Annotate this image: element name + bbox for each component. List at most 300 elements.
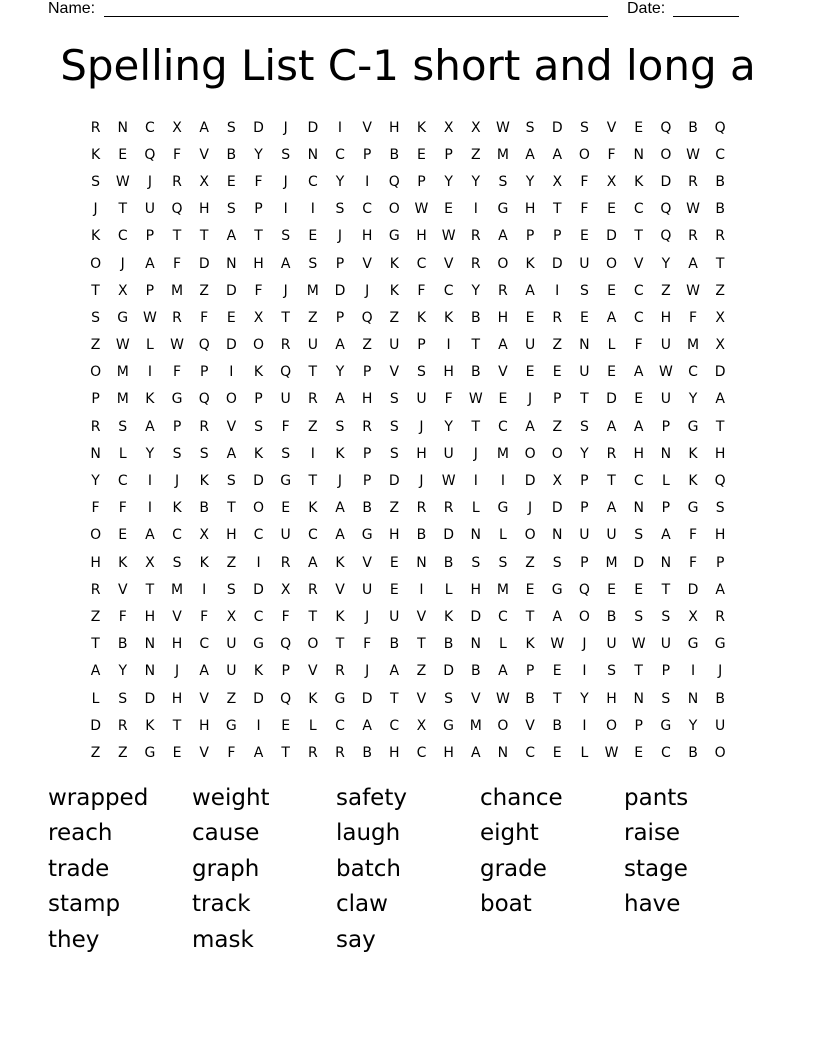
grid-letter: V	[498, 364, 508, 381]
grid-letter: S	[634, 608, 644, 625]
grid-letter: P	[580, 554, 589, 571]
word-bank-item: have	[624, 891, 681, 918]
grid-letter: R	[715, 228, 726, 245]
grid-letter: W	[468, 391, 483, 408]
grid-letter: A	[145, 527, 155, 544]
grid-letter: V	[226, 418, 237, 435]
grid-letter: C	[389, 717, 400, 734]
grid-letter: A	[606, 309, 617, 326]
grid-letter: A	[715, 581, 725, 598]
date-label: Date:	[627, 0, 666, 17]
word-bank-item: raise	[624, 820, 681, 847]
grid-letter: V	[362, 255, 372, 272]
grid-letter: X	[416, 717, 427, 734]
grid-letter: M	[686, 337, 700, 354]
word-bank-item: grade	[480, 855, 547, 882]
grid-letter: D	[144, 690, 156, 707]
grid-letter: K	[199, 554, 209, 571]
grid-letter: C	[633, 473, 644, 490]
grid-letter: L	[499, 636, 507, 653]
grid-letter: H	[389, 527, 400, 544]
grid-letter: N	[117, 119, 128, 136]
grid-letter: J	[528, 391, 533, 408]
word-bank-item: stamp	[48, 891, 121, 918]
grid-letter: F	[173, 364, 182, 381]
grid-letter: R	[688, 173, 698, 190]
grid-letter: G	[714, 636, 726, 653]
grid-letter: I	[500, 473, 505, 490]
grid-letter: A	[552, 146, 563, 163]
grid-letter: Z	[90, 337, 101, 354]
grid-letter: D	[225, 282, 237, 299]
grid-letter: B	[443, 636, 454, 653]
grid-letter: U	[226, 636, 237, 653]
grid-letter: L	[580, 744, 589, 761]
grid-letter: V	[416, 608, 427, 625]
grid-letter: X	[172, 119, 182, 136]
grid-letter: X	[443, 119, 454, 136]
grid-letter: Z	[389, 309, 400, 326]
grid-letter: R	[552, 309, 563, 326]
grid-letter: M	[171, 282, 184, 299]
grid-letter: Y	[661, 255, 671, 272]
grid-letter: E	[118, 527, 128, 544]
grid-letter: O	[225, 391, 237, 408]
grid-letter: S	[226, 473, 236, 490]
grid-letter: A	[226, 445, 237, 462]
grid-letter: Z	[661, 282, 671, 299]
grid-letter: K	[389, 282, 399, 299]
grid-letter: G	[497, 201, 509, 218]
grid-letter: U	[280, 527, 291, 544]
grid-letter: B	[715, 173, 725, 190]
grid-letter: W	[686, 282, 700, 299]
grid-letter: N	[470, 636, 481, 653]
grid-letter: W	[142, 309, 157, 326]
grid-letter: D	[443, 527, 454, 544]
grid-letter: P	[715, 554, 725, 571]
grid-letter: S	[661, 690, 671, 707]
grid-letter: N	[660, 445, 672, 462]
grid-letter: F	[118, 500, 127, 517]
grid-letter: F	[688, 309, 698, 326]
grid-letter: E	[389, 554, 399, 571]
grid-letter: E	[525, 309, 535, 326]
grid-letter: C	[525, 744, 535, 761]
grid-letter: C	[715, 146, 726, 163]
grid-letter: N	[144, 663, 156, 680]
grid-letter: V	[389, 364, 400, 381]
grid-letter: F	[688, 554, 698, 571]
grid-letter: P	[91, 391, 100, 408]
grid-letter: M	[605, 554, 618, 571]
grid-letter: F	[417, 282, 426, 299]
grid-letter: K	[145, 391, 155, 408]
name-label: Name:	[48, 0, 96, 17]
grid-letter: B	[470, 309, 481, 326]
grid-letter: B	[606, 608, 617, 625]
grid-letter: D	[90, 717, 101, 734]
grid-letter: J	[473, 445, 478, 462]
grid-letter: W	[604, 744, 619, 761]
grid-letter: I	[256, 717, 261, 734]
grid-letter: B	[552, 717, 563, 734]
grid-letter: N	[497, 744, 509, 761]
grid-letter: T	[390, 690, 399, 707]
grid-letter: U	[606, 636, 617, 653]
grid-letter: T	[525, 608, 535, 625]
grid-letter: L	[91, 690, 100, 707]
word-bank-item: they	[48, 926, 100, 953]
grid-letter: U	[606, 527, 617, 544]
grid-letter: H	[497, 309, 509, 326]
grid-letter: R	[715, 608, 726, 625]
grid-letter: P	[661, 500, 671, 517]
grid-letter: Y	[335, 364, 345, 381]
grid-letter: K	[525, 636, 535, 653]
letter-grid	[82, 114, 734, 767]
grid-letter: I	[229, 364, 234, 381]
grid-letter: I	[419, 581, 424, 598]
grid-letter: I	[555, 282, 560, 299]
grid-letter: J	[419, 473, 424, 490]
grid-letter: R	[90, 581, 101, 598]
grid-letter: E	[552, 364, 562, 381]
grid-letter: R	[117, 717, 128, 734]
grid-letter: S	[226, 201, 236, 218]
grid-letter: F	[254, 282, 263, 299]
grid-letter: O	[307, 636, 319, 653]
grid-letter: H	[90, 554, 101, 571]
grid-letter: X	[552, 473, 563, 490]
grid-letter: X	[226, 608, 237, 625]
grid-letter: E	[444, 201, 454, 218]
grid-letter: F	[363, 636, 372, 653]
grid-letter: D	[253, 119, 264, 136]
grid-letter: F	[580, 173, 589, 190]
grid-letter: I	[337, 119, 343, 136]
grid-letter: U	[226, 663, 237, 680]
grid-letter: K	[389, 255, 399, 272]
grid-letter: J	[93, 201, 98, 218]
grid-letter: D	[633, 554, 645, 571]
grid-letter: B	[226, 146, 237, 163]
grid-letter: W	[686, 201, 700, 218]
grid-letter: I	[582, 717, 587, 734]
grid-letter: A	[335, 391, 345, 408]
grid-letter: K	[90, 228, 101, 245]
grid-letter: L	[308, 717, 317, 734]
grid-letter: V	[199, 146, 209, 163]
grid-letter: N	[551, 527, 563, 544]
grid-letter: V	[525, 717, 535, 734]
word-bank-item: eight	[480, 820, 539, 847]
grid-letter: P	[362, 473, 372, 490]
grid-letter: X	[199, 173, 209, 190]
grid-letter: J	[718, 663, 723, 680]
grid-letter: I	[310, 201, 315, 218]
grid-letter: J	[582, 636, 587, 653]
grid-letter: F	[91, 500, 100, 517]
grid-letter: X	[470, 119, 481, 136]
grid-letter: X	[253, 309, 264, 326]
grid-letter: O	[497, 717, 509, 734]
grid-letter: W	[441, 228, 456, 245]
grid-letter: M	[469, 717, 482, 734]
grid-letter: P	[661, 418, 671, 435]
grid-letter: L	[471, 500, 480, 517]
grid-letter: R	[172, 173, 182, 190]
grid-letter: Z	[226, 690, 237, 707]
grid-letter: M	[496, 146, 509, 163]
grid-letter: A	[525, 418, 535, 435]
grid-letter: T	[281, 309, 290, 326]
grid-letter: C	[498, 418, 508, 435]
grid-letter: H	[361, 228, 373, 245]
grid-letter: M	[496, 445, 509, 462]
grid-letter: A	[498, 228, 508, 245]
grid-letter: D	[307, 119, 319, 136]
grid-letter: S	[335, 418, 345, 435]
grid-letter: Y	[580, 690, 589, 707]
grid-letter: C	[633, 282, 644, 299]
grid-letter: O	[90, 255, 102, 272]
grid-letter: H	[226, 527, 237, 544]
grid-letter: Z	[470, 146, 481, 163]
grid-letter: E	[172, 744, 182, 761]
grid-letter: J	[120, 255, 125, 272]
grid-letter: B	[715, 690, 725, 707]
grid-letter: D	[551, 500, 563, 517]
grid-letter: E	[607, 201, 616, 218]
grid-letter: Z	[552, 418, 563, 435]
grid-letter: Q	[280, 690, 292, 707]
grid-letter: Z	[525, 554, 535, 571]
grid-letter: R	[172, 309, 182, 326]
grid-letter: K	[416, 119, 427, 136]
grid-letter: X	[606, 173, 617, 190]
grid-letter: W	[115, 173, 130, 190]
word-bank-item: mask	[192, 926, 254, 953]
grid-letter: P	[335, 309, 345, 326]
grid-letter: M	[306, 282, 319, 299]
grid-letter: S	[498, 173, 508, 190]
grid-letter: I	[147, 473, 152, 490]
grid-letter: W	[631, 636, 646, 653]
grid-letter: K	[416, 309, 427, 326]
grid-letter: C	[633, 309, 644, 326]
grid-letter: V	[199, 690, 209, 707]
grid-letter: A	[199, 663, 209, 680]
grid-letter: V	[199, 744, 209, 761]
grid-letter: D	[551, 119, 563, 136]
grid-letter: H	[171, 690, 183, 707]
grid-letter: J	[365, 282, 370, 299]
grid-letter: U	[416, 391, 427, 408]
grid-letter: T	[552, 201, 562, 218]
grid-letter: I	[147, 364, 152, 381]
grid-letter: I	[256, 554, 261, 571]
grid-letter: S	[91, 173, 101, 190]
grid-letter: R	[335, 744, 345, 761]
grid-letter: E	[226, 309, 236, 326]
grid-letter: T	[199, 228, 209, 245]
date-blank-line[interactable]	[673, 16, 739, 17]
word-bank-item: cause	[192, 820, 260, 847]
grid-letter: V	[443, 255, 454, 272]
grid-letter: P	[417, 337, 426, 354]
grid-letter: Q	[660, 228, 672, 245]
grid-letter: E	[634, 119, 644, 136]
grid-letter: S	[389, 418, 399, 435]
grid-letter: A	[199, 119, 209, 136]
grid-letter: Z	[389, 500, 400, 517]
grid-letter: V	[172, 608, 182, 625]
grid-letter: C	[362, 201, 373, 218]
grid-letter: P	[145, 228, 155, 245]
word-bank-item: trade	[48, 855, 110, 882]
header-line	[48, 0, 748, 20]
grid-letter: C	[416, 255, 427, 272]
grid-letter: S	[579, 119, 589, 136]
grid-letter: Q	[388, 173, 400, 190]
grid-letter: I	[365, 173, 370, 190]
grid-letter: A	[688, 255, 698, 272]
grid-letter: Y	[444, 173, 453, 190]
grid-letter: H	[524, 201, 536, 218]
grid-letter: T	[335, 636, 345, 653]
grid-letter: N	[687, 690, 699, 707]
grid-letter: E	[226, 173, 236, 190]
grid-letter: H	[416, 445, 427, 462]
grid-letter: S	[471, 554, 481, 571]
grid-letter: B	[470, 663, 481, 680]
grid-letter: G	[443, 717, 455, 734]
grid-letter: R	[470, 255, 481, 272]
grid-letter: V	[362, 554, 372, 571]
grid-letter: Q	[660, 119, 672, 136]
grid-letter: G	[225, 717, 237, 734]
grid-letter: R	[307, 744, 318, 761]
grid-letter: A	[253, 744, 264, 761]
grid-letter: K	[118, 554, 128, 571]
grid-letter: W	[414, 201, 429, 218]
grid-letter: H	[714, 527, 726, 544]
grid-letter: D	[253, 581, 264, 598]
grid-letter: P	[362, 146, 372, 163]
grid-letter: W	[686, 146, 700, 163]
grid-letter: T	[308, 364, 318, 381]
grid-letter: C	[307, 527, 318, 544]
grid-letter: R	[443, 500, 454, 517]
grid-letter: C	[660, 744, 671, 761]
grid-letter: T	[308, 608, 318, 625]
grid-letter: T	[661, 581, 671, 598]
grid-letter: E	[118, 146, 128, 163]
grid-letter: O	[90, 527, 102, 544]
grid-letter: H	[714, 445, 726, 462]
grid-letter: A	[606, 500, 617, 517]
grid-letter: S	[226, 119, 236, 136]
grid-letter: Y	[444, 418, 453, 435]
grid-letter: K	[253, 364, 264, 381]
grid-letter: B	[389, 146, 400, 163]
grid-letter: K	[335, 445, 345, 462]
word-bank-item: safety	[336, 784, 407, 811]
grid-letter: X	[688, 608, 698, 625]
grid-letter: H	[361, 391, 373, 408]
grid-letter: D	[388, 473, 400, 490]
grid-letter: K	[444, 309, 454, 326]
grid-letter: B	[416, 527, 427, 544]
word-bank-item: weight	[192, 784, 270, 811]
grid-letter: S	[498, 554, 508, 571]
grid-letter: S	[389, 445, 399, 462]
grid-letter: V	[308, 663, 318, 680]
word-bank-item: boat	[480, 891, 532, 918]
grid-letter: A	[335, 337, 345, 354]
grid-letter: S	[444, 690, 454, 707]
grid-letter: R	[416, 500, 427, 517]
grid-letter: H	[443, 364, 454, 381]
grid-letter: T	[118, 201, 128, 218]
grid-letter: N	[307, 146, 319, 163]
grid-letter: C	[117, 473, 128, 490]
grid-letter: C	[498, 608, 508, 625]
word-bank-item: wrapped	[48, 784, 149, 811]
grid-letter: H	[416, 228, 427, 245]
grid-letter: P	[525, 228, 535, 245]
grid-letter: V	[470, 690, 481, 707]
grid-letter: A	[308, 554, 318, 571]
grid-letter: U	[144, 201, 156, 218]
grid-letter: E	[634, 391, 644, 408]
grid-letter: Y	[471, 173, 481, 190]
grid-letter: G	[388, 228, 400, 245]
grid-letter: Q	[578, 581, 590, 598]
grid-letter: F	[254, 173, 263, 190]
name-blank-line[interactable]	[104, 16, 608, 17]
grid-letter: G	[280, 473, 292, 490]
grid-letter: P	[172, 418, 182, 435]
grid-letter: I	[582, 663, 587, 680]
grid-letter: G	[334, 690, 346, 707]
grid-letter: A	[525, 282, 535, 299]
grid-letter: I	[473, 201, 478, 218]
grid-letter: C	[335, 717, 345, 734]
grid-letter: F	[634, 337, 643, 354]
grid-letter: J	[174, 473, 180, 490]
grid-letter: T	[417, 636, 426, 653]
grid-letter: D	[334, 282, 346, 299]
grid-letter: R	[199, 418, 210, 435]
grid-letter: T	[254, 228, 263, 245]
grid-letter: T	[172, 228, 182, 245]
grid-letter: E	[579, 228, 589, 245]
grid-letter: A	[498, 663, 508, 680]
grid-letter: P	[145, 282, 155, 299]
grid-letter: B	[525, 690, 535, 707]
grid-letter: G	[497, 500, 509, 517]
grid-letter: U	[660, 636, 671, 653]
grid-letter: U	[660, 391, 671, 408]
grid-letter: O	[524, 445, 536, 462]
grid-letter: Z	[117, 744, 128, 761]
grid-letter: B	[199, 500, 209, 517]
grid-letter: O	[253, 337, 265, 354]
grid-letter: Q	[280, 636, 292, 653]
grid-letter: J	[365, 663, 370, 680]
